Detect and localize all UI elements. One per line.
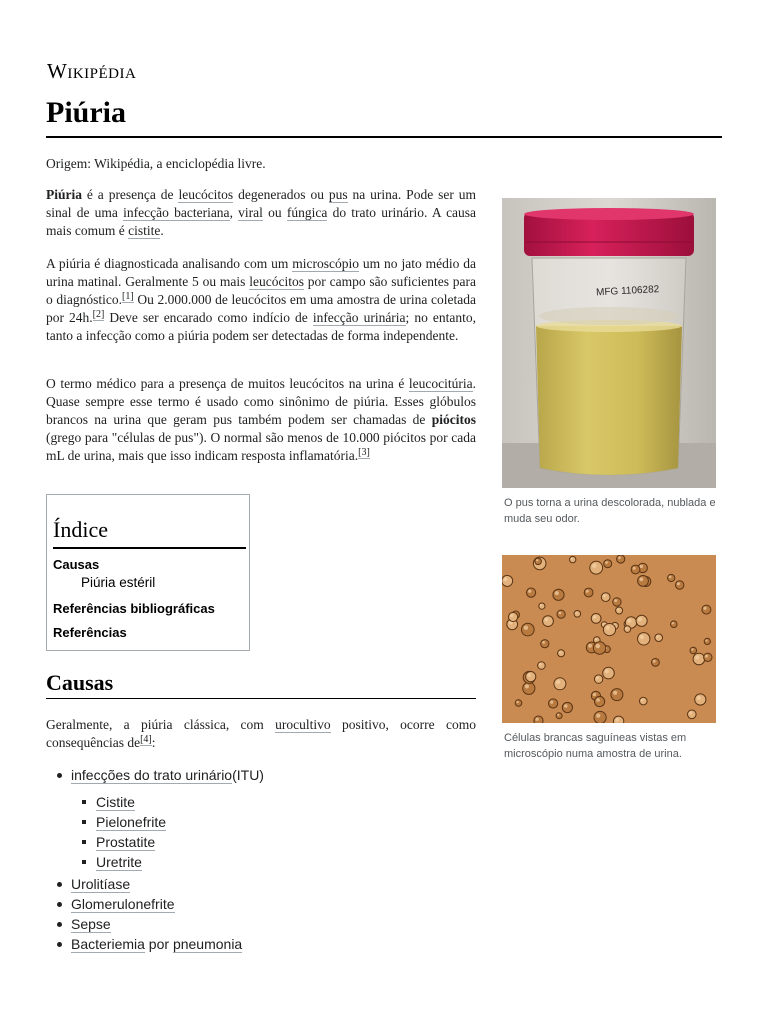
link-pus[interactable]: pus — [328, 187, 348, 202]
toc-item-referencias-bibliograficas[interactable]: Referências bibliográficas — [53, 601, 215, 616]
cell-shape — [570, 556, 576, 562]
cell-shape — [688, 710, 697, 719]
cell-highlight — [677, 582, 680, 585]
text: ; no entanto, tanto a infecção como a piúria podem ser detectadas de forma independente. — [46, 310, 476, 343]
ref-4[interactable]: [4] — [140, 733, 152, 745]
figure-urine-sample — [502, 198, 716, 527]
cell-highlight — [618, 556, 621, 559]
cell-shape — [594, 711, 606, 723]
list-item — [96, 852, 166, 872]
cell-highlight — [695, 655, 699, 659]
cell-highlight — [504, 577, 508, 581]
cell-shape — [631, 565, 640, 574]
cell-highlight — [705, 639, 707, 641]
page-title: Piúria — [46, 96, 126, 129]
cell-shape — [671, 621, 678, 628]
cell-highlight — [596, 714, 600, 718]
cell-shape — [601, 593, 610, 602]
cell-shape — [603, 624, 615, 636]
cell-highlight — [691, 648, 693, 650]
origin-note: Origem: Wikipédia, a enciclopédia livre. — [46, 156, 266, 171]
text: (grego para "células de pus"). O normal são menos de 10.000 piócitos por cada mL de urina, mais que isso indicam resposta inflamatória. — [46, 430, 476, 463]
cell-highlight — [672, 622, 674, 624]
text: O termo médico para a presença de muitos leucócitos na urina é — [46, 376, 409, 391]
ref-1[interactable]: [1] — [122, 290, 134, 302]
cell-shape — [655, 634, 663, 642]
cell-shape — [584, 588, 593, 597]
link-leucocitos[interactable]: leucócitos — [178, 187, 234, 202]
ref-2[interactable]: [2] — [92, 308, 105, 320]
cell-highlight — [640, 635, 644, 639]
article-term: Piúria — [46, 187, 82, 202]
text: na urina. Pode ser um sinal de uma — [46, 187, 476, 220]
list-item — [96, 812, 166, 832]
cell-shape — [595, 696, 605, 706]
cell-shape — [594, 675, 602, 683]
cell-highlight — [603, 594, 606, 597]
cell-shape — [640, 697, 648, 705]
cell-shape — [549, 699, 558, 708]
link-urolitiase[interactable]: Urolitíase — [71, 876, 131, 892]
cell-highlight — [536, 718, 539, 721]
cell-shape — [702, 605, 711, 614]
cell-highlight — [627, 619, 631, 623]
cell-highlight — [640, 565, 643, 568]
section-divider — [46, 698, 476, 699]
cell-highlight — [596, 644, 600, 648]
cell-highlight — [593, 693, 596, 696]
cell-shape — [523, 682, 535, 694]
cell-highlight — [527, 673, 531, 677]
wikipedia-wordmark[interactable] — [47, 58, 136, 84]
cell-shape — [603, 667, 615, 679]
text: um no jato médio da urina matinal. Geralmente 5 ou mais — [46, 256, 476, 289]
cell-shape — [515, 700, 522, 707]
text: do trato urinário. A causa mais comum é — [46, 205, 477, 238]
list-item — [96, 832, 166, 852]
cell-highlight — [536, 559, 538, 561]
cell-shape — [554, 678, 566, 690]
cell-shape — [693, 653, 705, 665]
cell-shape — [527, 588, 536, 597]
link-pneumonia[interactable]: pneumonia — [172, 936, 243, 952]
cell-highlight — [559, 612, 562, 615]
cell-shape — [562, 702, 572, 712]
link-pielonefrite[interactable]: Pielonefrite — [96, 814, 167, 830]
cell-shape — [636, 615, 647, 626]
text: por campo são suficientes para o diagnóstico. — [46, 274, 477, 307]
link-fungica[interactable]: fúngica — [286, 205, 328, 220]
link-cistite[interactable]: cistite — [128, 223, 161, 238]
text: (ITU) — [232, 767, 264, 783]
cell-shape — [616, 607, 623, 614]
microscope-cells-illustration — [502, 555, 716, 723]
cell-shape — [556, 713, 562, 719]
cell-highlight — [592, 564, 596, 568]
cell-highlight — [640, 577, 644, 581]
cell-highlight — [697, 696, 701, 700]
cell-shape — [539, 603, 545, 609]
bold-term-piocitos: piócitos — [431, 412, 476, 427]
urine-cup-illustration — [502, 198, 716, 488]
toc-divider — [53, 547, 246, 549]
cell-highlight — [602, 623, 604, 625]
link-itu[interactable]: infecções do trato urinário — [71, 767, 233, 783]
cell-highlight — [641, 699, 644, 702]
cell-highlight — [550, 701, 553, 704]
link-infeccao-urinaria[interactable]: infecção urinária — [312, 310, 406, 325]
cell-highlight — [633, 567, 636, 570]
section-heading-causas: Causas — [46, 670, 114, 695]
cell-highlight — [555, 591, 559, 595]
cell-highlight — [653, 660, 656, 663]
cup-label-text: MFG 1106282 — [595, 284, 660, 299]
list-item — [71, 934, 242, 954]
cell-highlight — [586, 590, 589, 593]
causes-list-bottom — [71, 874, 242, 954]
cell-highlight — [588, 644, 592, 648]
cell-highlight — [516, 701, 518, 703]
cell-shape — [690, 647, 697, 654]
text: Geralmente, a piúria clássica, com — [46, 717, 276, 732]
cell-highlight — [593, 615, 596, 618]
list-item — [71, 914, 242, 934]
cell-highlight — [559, 651, 561, 653]
cell-highlight — [540, 604, 542, 606]
cell-shape — [558, 650, 565, 657]
link-cistite-list[interactable]: Cistite — [96, 794, 135, 810]
toc-item-causas[interactable]: Causas — [53, 557, 100, 572]
list-item — [71, 874, 242, 894]
title-divider — [46, 136, 722, 138]
terminology-paragraph — [46, 375, 476, 465]
cell-shape — [574, 611, 581, 618]
cell-highlight — [617, 608, 619, 610]
cell-highlight — [615, 718, 619, 722]
cell-highlight — [596, 698, 600, 702]
figure-white-cells — [502, 555, 716, 762]
cell-highlight — [571, 558, 573, 560]
cell-highlight — [614, 599, 617, 602]
cell-highlight — [595, 638, 597, 640]
causes-list-top — [71, 765, 264, 785]
text: por — [144, 936, 173, 952]
cell-shape — [638, 576, 649, 587]
cell-shape — [541, 640, 549, 648]
cell-highlight — [656, 635, 659, 638]
link-microscopio[interactable]: microscópio — [292, 256, 359, 271]
cell-highlight — [606, 626, 610, 630]
cell-shape — [502, 575, 513, 586]
cell-shape — [557, 610, 565, 618]
list-item — [71, 765, 264, 785]
cell-shape — [590, 561, 603, 574]
cell-shape — [617, 555, 625, 563]
cell-highlight — [625, 627, 627, 629]
cell-highlight — [524, 626, 528, 630]
link-bacteriemia[interactable]: Bacteriemia — [71, 936, 145, 952]
causes-paragraph — [46, 716, 476, 752]
cell-highlight — [539, 663, 542, 666]
text: é a presença de — [82, 187, 179, 202]
text: Deve ser encarado como indício de — [104, 310, 313, 325]
link-leucocitos-2[interactable]: leucócitos — [249, 274, 304, 289]
toc-title: Índice — [53, 517, 108, 542]
cell-highlight — [545, 618, 549, 622]
link-infeccao-bacteriana[interactable]: infecção bacteriana — [123, 205, 230, 220]
text: . — [160, 223, 164, 238]
cell-shape — [526, 672, 536, 682]
cell-highlight — [557, 714, 559, 716]
text: . Quase sempre esse termo é usado como sinônimo de piúria. Esses glóbulos brancos na urina que geram pus também podem ser chamadas de — [46, 376, 476, 427]
list-item — [96, 792, 166, 812]
cell-highlight — [596, 676, 599, 679]
link-prostatite[interactable]: Prostatite — [96, 834, 156, 850]
cell-shape — [535, 558, 542, 565]
cell-shape — [613, 598, 621, 606]
cell-highlight — [605, 669, 609, 673]
link-urocultivo[interactable]: urocultivo — [275, 717, 331, 732]
link-viral[interactable]: viral — [238, 205, 263, 220]
cell-highlight — [528, 590, 531, 593]
text: Ou 2.000.000 de leucócitos em uma amostra de urina coletada por 24h. — [46, 292, 476, 325]
cell-highlight — [613, 691, 617, 695]
intro-paragraph — [46, 186, 476, 240]
figure-caption-cells: Células brancas saguíneas vistas em microscópio numa amostra de urina. — [504, 732, 687, 760]
text: A piúria é diagnosticada analisando com um — [46, 256, 293, 271]
ref-3[interactable]: [3] — [358, 446, 370, 458]
cell-highlight — [669, 576, 672, 579]
wordmark-text: Wikipédia — [47, 59, 137, 83]
diagnosis-paragraph — [46, 255, 476, 345]
microscope-background — [502, 555, 716, 723]
cell-highlight — [525, 684, 529, 688]
text: positivo, ocorre como consequências de — [46, 717, 476, 750]
figure-caption-urine: O pus torna a urina descolorada, nublada e muda seu odor. — [504, 497, 716, 525]
cell-highlight — [605, 561, 608, 564]
cell-shape — [611, 689, 623, 701]
text: degenerados ou — [233, 187, 329, 202]
causes-sublist — [96, 792, 166, 872]
cell-shape — [668, 574, 675, 581]
cell-shape — [704, 638, 710, 644]
cell-highlight — [705, 655, 708, 658]
table-of-contents — [46, 494, 250, 651]
cell-highlight — [556, 680, 560, 684]
text: , — [229, 205, 239, 220]
cell-highlight — [564, 704, 568, 708]
link-uretrite[interactable]: Uretrite — [96, 854, 142, 870]
link-leucocituria[interactable]: leucocitúria — [408, 376, 473, 391]
cell-highlight — [510, 614, 513, 617]
cell-highlight — [638, 617, 642, 621]
cell-highlight — [703, 607, 706, 610]
text: : — [151, 735, 156, 750]
text: ou — [262, 205, 287, 220]
cell-shape — [509, 612, 518, 621]
cell-highlight — [542, 641, 545, 644]
toc-item-piuria-esteril[interactable]: Piúria estéril — [81, 575, 156, 590]
toc-item-referencias[interactable]: Referências — [53, 625, 127, 640]
cell-shape — [593, 642, 605, 654]
cell-shape — [553, 589, 564, 600]
microscope-image[interactable] — [502, 555, 716, 728]
cell-shape — [652, 659, 660, 667]
cell-shape — [624, 626, 631, 633]
cell-shape — [522, 623, 535, 636]
cell-highlight — [689, 712, 692, 715]
urine-cup-image[interactable] — [502, 198, 716, 493]
cell-shape — [638, 633, 650, 645]
link-sepse[interactable]: Sepse — [71, 916, 111, 932]
link-glomerulonefrite[interactable]: Glomerulonefrite — [71, 896, 175, 912]
cell-shape — [676, 581, 684, 589]
cell-shape — [695, 694, 706, 705]
cell-highlight — [575, 612, 577, 614]
cell-shape — [538, 662, 546, 670]
cell-shape — [543, 616, 554, 627]
cell-shape — [704, 653, 712, 661]
cell-shape — [604, 560, 612, 568]
cell-shape — [591, 614, 601, 624]
list-item — [71, 894, 242, 914]
